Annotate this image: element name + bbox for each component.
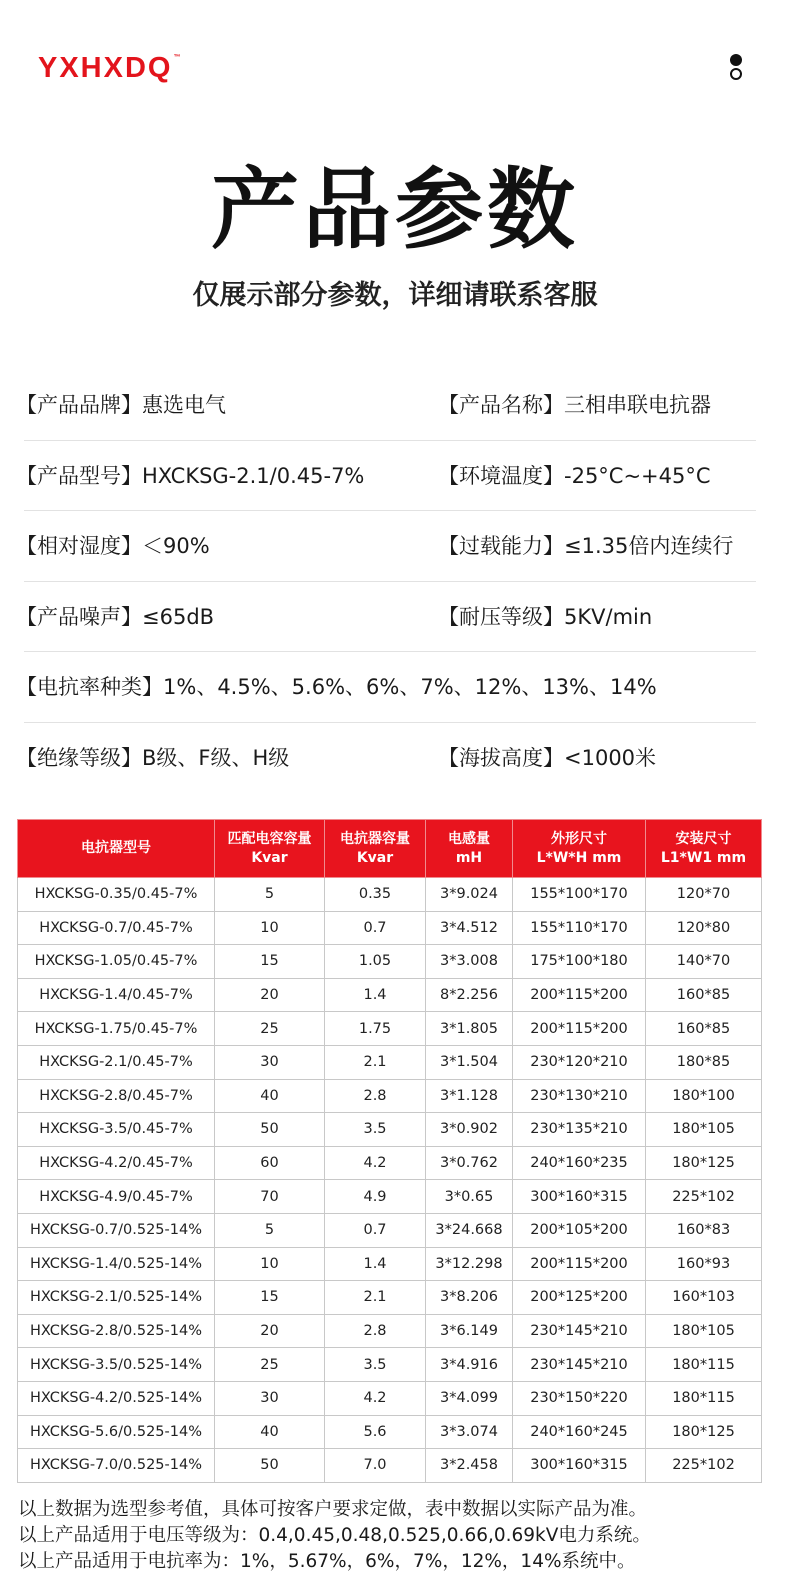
table-row	[18, 1314, 762, 1348]
param-key: 【耐压等级】	[438, 604, 564, 629]
spec-table	[17, 819, 762, 1483]
cell-inductance: 3*0.762	[426, 1146, 513, 1180]
param-value: ≤65dB	[142, 604, 215, 629]
cell-reactor-capacity: 4.9	[325, 1180, 426, 1214]
cell-reactor-capacity: 5.6	[325, 1415, 426, 1449]
cell-dimensions: 200*115*200	[513, 1247, 646, 1281]
cell-capacitor-capacity: 25	[215, 1348, 325, 1382]
cell-mounting-size: 225*102	[646, 1180, 762, 1214]
page-title: 产品参数	[210, 158, 579, 261]
table-row	[18, 1146, 762, 1180]
param-key: 【绝缘等级】	[16, 745, 142, 770]
cell-mounting-size: 180*115	[646, 1348, 762, 1382]
table-header-row	[18, 820, 762, 878]
cell-model: HXCKSG-1.75/0.45-7%	[18, 1012, 215, 1046]
cell-model: HXCKSG-3.5/0.45-7%	[18, 1113, 215, 1147]
param-product-name	[438, 370, 711, 440]
cell-model: HXCKSG-0.7/0.45-7%	[18, 911, 215, 945]
table-row	[18, 1247, 762, 1281]
more-menu-icon[interactable]	[729, 54, 743, 82]
cell-model: HXCKSG-2.8/0.525-14%	[18, 1314, 215, 1348]
cell-capacitor-capacity: 70	[215, 1180, 325, 1214]
brand-logo[interactable]	[38, 52, 179, 85]
cell-dimensions: 200*115*200	[513, 978, 646, 1012]
cell-model: HXCKSG-2.8/0.45-7%	[18, 1079, 215, 1113]
cell-inductance: 3*0.65	[426, 1180, 513, 1214]
cell-mounting-size: 180*125	[646, 1415, 762, 1449]
cell-reactor-capacity: 2.8	[325, 1314, 426, 1348]
cell-inductance: 3*2.458	[426, 1449, 513, 1483]
cell-dimensions: 240*160*235	[513, 1146, 646, 1180]
cell-reactor-capacity: 2.8	[325, 1079, 426, 1113]
param-row	[16, 582, 756, 653]
table-row	[18, 1415, 762, 1449]
cell-mounting-size: 120*80	[646, 911, 762, 945]
table-row	[18, 1213, 762, 1247]
cell-reactor-capacity: 7.0	[325, 1449, 426, 1483]
cell-inductance: 3*1.805	[426, 1012, 513, 1046]
footnote-line: 以上产品适用于电抗率为：1%，5.67%，6%，7%，12%，14%系统中。	[18, 1551, 636, 1572]
cell-mounting-size: 180*115	[646, 1381, 762, 1415]
cell-capacitor-capacity: 60	[215, 1146, 325, 1180]
cell-dimensions: 300*160*315	[513, 1180, 646, 1214]
cell-capacitor-capacity: 5	[215, 878, 325, 912]
cell-dimensions: 300*160*315	[513, 1449, 646, 1483]
table-row	[18, 945, 762, 979]
cell-reactor-capacity: 3.5	[325, 1113, 426, 1147]
cell-capacitor-capacity: 50	[215, 1449, 325, 1483]
menu-dot-outline	[730, 68, 742, 80]
param-key: 【海拔高度】	[438, 745, 564, 770]
param-value: 三相串联电抗器	[564, 393, 711, 417]
cell-dimensions: 230*145*210	[513, 1314, 646, 1348]
cell-mounting-size: 160*103	[646, 1281, 762, 1315]
cell-model: HXCKSG-4.9/0.45-7%	[18, 1180, 215, 1214]
footnote-line: 以上数据为选型参考值，具体可按客户要求定做，表中数据以实际产品为准。	[18, 1499, 648, 1520]
cell-inductance: 3*8.206	[426, 1281, 513, 1315]
cell-model: HXCKSG-2.1/0.45-7%	[18, 1045, 215, 1079]
param-value: HXCKSG-2.1/0.45-7%	[142, 463, 365, 488]
table-row	[18, 878, 762, 912]
cell-mounting-size: 225*102	[646, 1449, 762, 1483]
cell-mounting-size: 180*105	[646, 1314, 762, 1348]
param-humidity	[16, 511, 210, 581]
cell-inductance: 3*1.128	[426, 1079, 513, 1113]
cell-reactor-capacity: 0.35	[325, 878, 426, 912]
param-value: ＜90%	[142, 534, 210, 558]
param-altitude	[438, 723, 656, 793]
cell-mounting-size: 160*93	[646, 1247, 762, 1281]
spec-table-wrapper	[17, 819, 761, 1483]
table-row	[18, 1113, 762, 1147]
cell-inductance: 8*2.256	[426, 978, 513, 1012]
param-model	[16, 441, 364, 511]
cell-mounting-size: 140*70	[646, 945, 762, 979]
cell-reactor-capacity: 0.7	[325, 1213, 426, 1247]
table-row	[18, 1348, 762, 1382]
cell-dimensions: 175*100*180	[513, 945, 646, 979]
cell-capacitor-capacity: 20	[215, 1314, 325, 1348]
cell-inductance: 3*12.298	[426, 1247, 513, 1281]
param-reactance-rates	[16, 652, 657, 722]
col-header-inductance: 电感量 mH	[426, 820, 513, 878]
col-header-mounting-size: 安装尺寸 L1*W1 mm	[646, 820, 762, 878]
param-key: 【产品品牌】	[16, 393, 142, 417]
cell-inductance: 3*1.504	[426, 1045, 513, 1079]
param-key: 【过载能力】	[438, 534, 564, 558]
cell-inductance: 3*4.099	[426, 1381, 513, 1415]
table-row	[18, 1381, 762, 1415]
page-header	[0, 0, 790, 110]
col-header-dimensions: 外形尺寸 L*W*H mm	[513, 820, 646, 878]
cell-reactor-capacity: 1.05	[325, 945, 426, 979]
footnotes	[18, 1497, 778, 1575]
cell-dimensions: 230*130*210	[513, 1079, 646, 1113]
cell-mounting-size: 160*85	[646, 978, 762, 1012]
param-row	[16, 723, 756, 794]
param-insulation	[16, 723, 289, 793]
menu-dot-filled	[730, 54, 742, 66]
cell-reactor-capacity: 1.4	[325, 978, 426, 1012]
param-key: 【环境温度】	[438, 463, 564, 488]
cell-mounting-size: 180*100	[646, 1079, 762, 1113]
col-header-capacitor-capacity: 匹配电容容量 Kvar	[215, 820, 325, 878]
cell-capacitor-capacity: 15	[215, 945, 325, 979]
param-ambient-temp	[438, 441, 711, 511]
param-row	[16, 441, 756, 512]
cell-model: HXCKSG-5.6/0.525-14%	[18, 1415, 215, 1449]
cell-inductance: 3*3.074	[426, 1415, 513, 1449]
param-value: ≤1.35倍内连续行	[564, 534, 734, 558]
cell-capacitor-capacity: 30	[215, 1381, 325, 1415]
param-value: 1%、4.5%、5.6%、6%、7%、12%、13%、14%	[163, 675, 657, 699]
cell-dimensions: 155*110*170	[513, 911, 646, 945]
cell-capacitor-capacity: 25	[215, 1012, 325, 1046]
cell-dimensions: 200*105*200	[513, 1213, 646, 1247]
col-header-model: 电抗器型号	[18, 820, 215, 878]
cell-dimensions: 240*160*245	[513, 1415, 646, 1449]
page-subtitle: 仅展示部分参数，详细请联系客服	[192, 280, 598, 311]
cell-inductance: 3*0.902	[426, 1113, 513, 1147]
cell-inductance: 3*9.024	[426, 878, 513, 912]
param-value: <1000米	[564, 745, 657, 770]
cell-model: HXCKSG-2.1/0.525-14%	[18, 1281, 215, 1315]
param-value: -25°C~+45°C	[564, 463, 711, 488]
cell-capacitor-capacity: 10	[215, 911, 325, 945]
param-noise	[16, 582, 214, 652]
cell-capacitor-capacity: 40	[215, 1079, 325, 1113]
cell-dimensions: 230*120*210	[513, 1045, 646, 1079]
cell-reactor-capacity: 1.4	[325, 1247, 426, 1281]
param-row	[16, 511, 756, 582]
cell-mounting-size: 160*83	[646, 1213, 762, 1247]
cell-dimensions: 200*125*200	[513, 1281, 646, 1315]
cell-reactor-capacity: 3.5	[325, 1348, 426, 1382]
cell-model: HXCKSG-4.2/0.45-7%	[18, 1146, 215, 1180]
param-row	[16, 370, 756, 441]
cell-inductance: 3*4.916	[426, 1348, 513, 1382]
table-row	[18, 911, 762, 945]
table-row	[18, 1449, 762, 1483]
cell-model: HXCKSG-3.5/0.525-14%	[18, 1348, 215, 1382]
cell-dimensions: 200*115*200	[513, 1012, 646, 1046]
table-row	[18, 978, 762, 1012]
cell-reactor-capacity: 4.2	[325, 1381, 426, 1415]
table-body	[18, 878, 762, 1483]
table-row	[18, 1180, 762, 1214]
table-row	[18, 1012, 762, 1046]
param-voltage-rating	[438, 582, 652, 652]
table-row	[18, 1281, 762, 1315]
cell-inductance: 3*24.668	[426, 1213, 513, 1247]
trademark-mark: ™	[173, 54, 181, 61]
cell-model: HXCKSG-1.4/0.45-7%	[18, 978, 215, 1012]
param-value: 惠选电气	[142, 393, 226, 417]
cell-dimensions: 230*145*210	[513, 1348, 646, 1382]
cell-dimensions: 230*150*220	[513, 1381, 646, 1415]
cell-mounting-size: 180*125	[646, 1146, 762, 1180]
cell-capacitor-capacity: 10	[215, 1247, 325, 1281]
param-key: 【产品噪声】	[16, 604, 142, 629]
cell-mounting-size: 180*85	[646, 1045, 762, 1079]
cell-model: HXCKSG-0.7/0.525-14%	[18, 1213, 215, 1247]
param-value: 5KV/min	[564, 604, 653, 629]
cell-capacitor-capacity: 15	[215, 1281, 325, 1315]
param-overload	[438, 511, 733, 581]
footnote-line: 以上产品适用于电压等级为：0.4,0.45,0.48,0.525,0.66,0.69kV电力系统。	[18, 1525, 651, 1546]
table-row	[18, 1045, 762, 1079]
cell-model: HXCKSG-4.2/0.525-14%	[18, 1381, 215, 1415]
cell-capacitor-capacity: 50	[215, 1113, 325, 1147]
cell-capacitor-capacity: 20	[215, 978, 325, 1012]
cell-model: HXCKSG-1.05/0.45-7%	[18, 945, 215, 979]
cell-model: HXCKSG-7.0/0.525-14%	[18, 1449, 215, 1483]
param-key: 【相对湿度】	[16, 534, 142, 558]
cell-mounting-size: 160*85	[646, 1012, 762, 1046]
param-key: 【产品名称】	[438, 393, 564, 417]
cell-reactor-capacity: 2.1	[325, 1045, 426, 1079]
cell-reactor-capacity: 4.2	[325, 1146, 426, 1180]
param-key: 【产品型号】	[16, 463, 142, 488]
cell-dimensions: 155*100*170	[513, 878, 646, 912]
cell-inductance: 3*3.008	[426, 945, 513, 979]
param-key: 【电抗率种类】	[16, 675, 163, 699]
cell-inductance: 3*6.149	[426, 1314, 513, 1348]
param-value: B级、F级、H级	[142, 745, 290, 770]
cell-reactor-capacity: 0.7	[325, 911, 426, 945]
cell-mounting-size: 180*105	[646, 1113, 762, 1147]
cell-capacitor-capacity: 5	[215, 1213, 325, 1247]
cell-reactor-capacity: 1.75	[325, 1012, 426, 1046]
cell-model: HXCKSG-1.4/0.525-14%	[18, 1247, 215, 1281]
cell-capacitor-capacity: 40	[215, 1415, 325, 1449]
cell-mounting-size: 120*70	[646, 878, 762, 912]
cell-model: HXCKSG-0.35/0.45-7%	[18, 878, 215, 912]
param-row	[16, 652, 756, 723]
cell-dimensions: 230*135*210	[513, 1113, 646, 1147]
cell-capacitor-capacity: 30	[215, 1045, 325, 1079]
col-header-reactor-capacity: 电抗器容量 Kvar	[325, 820, 426, 878]
table-row	[18, 1079, 762, 1113]
cell-inductance: 3*4.512	[426, 911, 513, 945]
param-brand	[16, 370, 226, 440]
product-params	[16, 370, 756, 793]
brand-logo-text: YXHXDQ	[38, 52, 173, 84]
cell-reactor-capacity: 2.1	[325, 1281, 426, 1315]
